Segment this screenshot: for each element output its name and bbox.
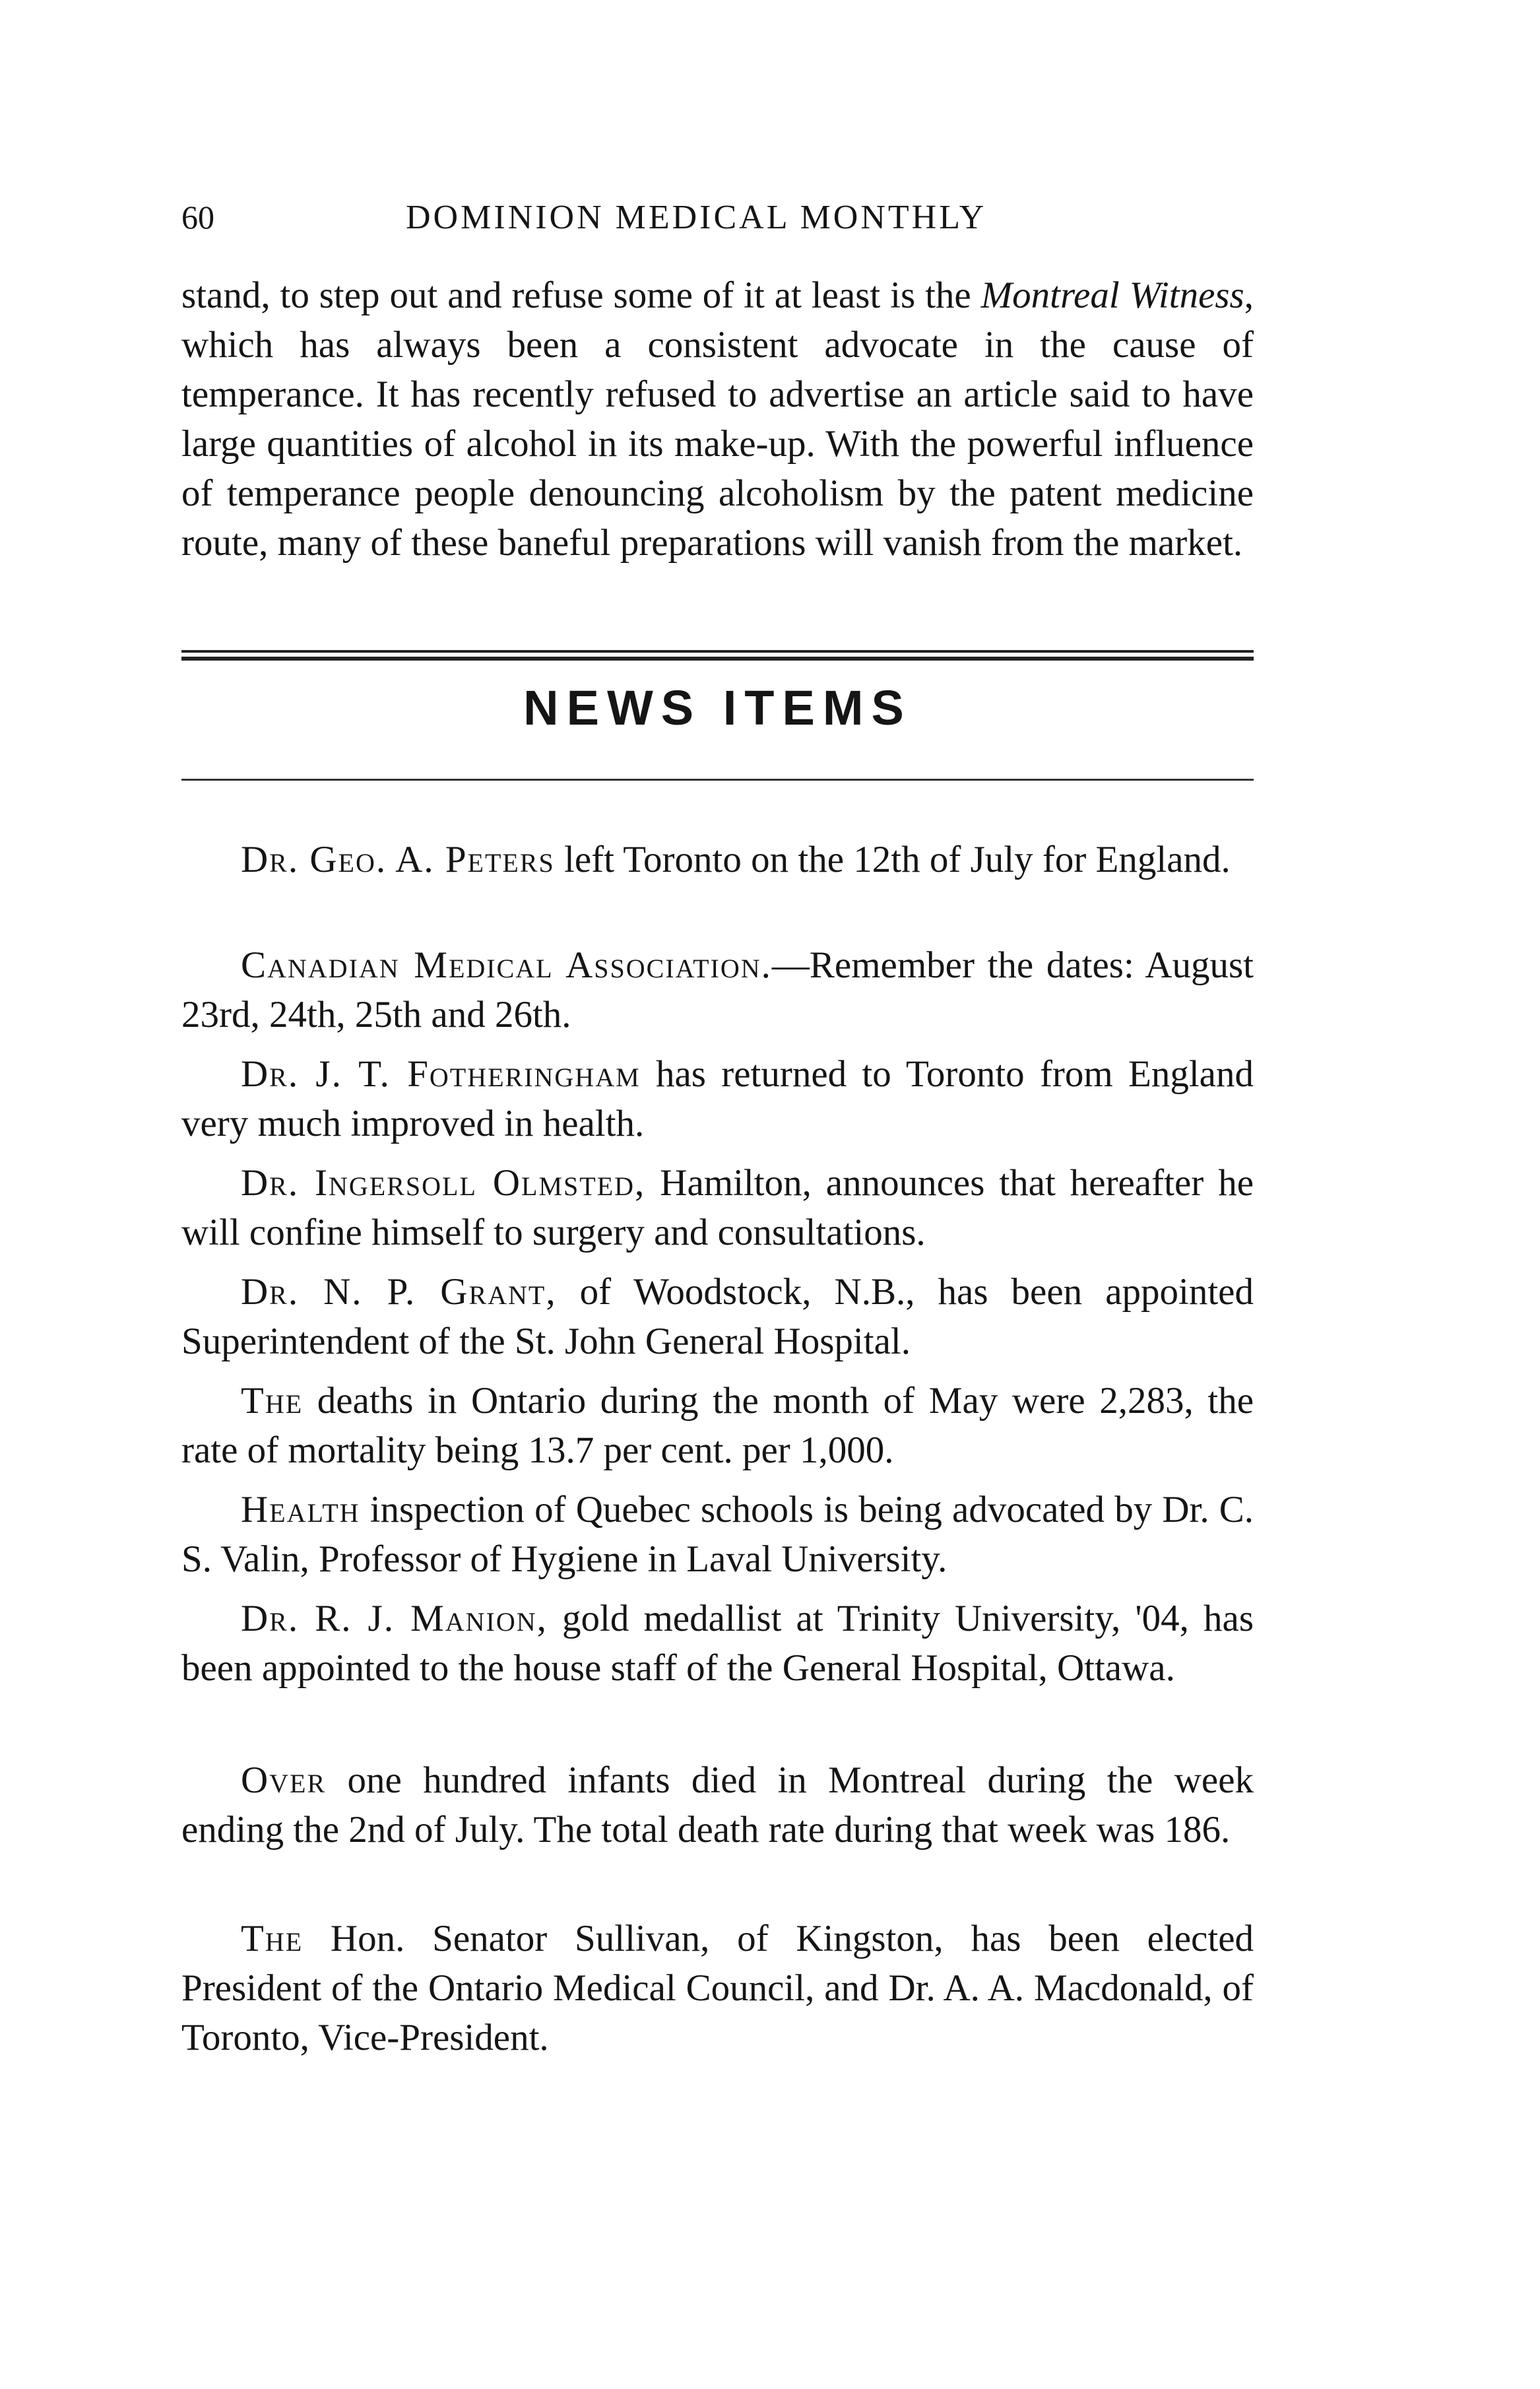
news-item-text: Hamilton, announces that hereafter he will confine himself to surgery and consultations. bbox=[181, 1162, 1254, 1253]
news-item bbox=[181, 1485, 1254, 1584]
news-item-lead: Dr. Ingersoll Olmsted, bbox=[241, 1162, 646, 1204]
running-head bbox=[181, 198, 1254, 251]
news-item-text: deaths in Ontario during the month of May were 2,283, the rate of mortality being 13.7 per cent. per 1,000. bbox=[181, 1380, 1254, 1471]
news-item-text: Hon. Senator Sullivan, of Kingston, has been elected President of the Ontario Medical Council, and Dr. A. A. Macdonald, of Toronto, Vice-President. bbox=[181, 1918, 1254, 2058]
news-item-lead: The bbox=[241, 1918, 304, 1959]
news-item-text: of Woodstock, N.B., has been appointed Superintendent of the St. John General Hospital. bbox=[181, 1271, 1254, 1362]
news-item-lead: Canadian Medical Association. bbox=[241, 944, 772, 986]
news-item bbox=[181, 1376, 1254, 1475]
news-item-lead: The bbox=[241, 1380, 304, 1422]
section-heading: NEWS ITEMS bbox=[523, 680, 912, 735]
news-item-text: has returned to Toronto from England very much improved in health. bbox=[181, 1053, 1254, 1144]
news-item-lead: Dr. Geo. A. Peters bbox=[241, 839, 555, 880]
news-item bbox=[181, 940, 1254, 1039]
news-item bbox=[181, 1049, 1254, 1148]
section-divider-bottom bbox=[181, 779, 1254, 781]
section-divider-top bbox=[181, 650, 1254, 661]
news-item bbox=[181, 1914, 1254, 2062]
news-item-text: gold medallist at Trinity University, '04, has been appointed to the house staff of the General Hospital, Ottawa. bbox=[181, 1598, 1254, 1689]
intro-text-before: stand, to step out and refuse some of it at least is the bbox=[181, 275, 981, 316]
news-item-text: left Toronto on the 12th of July for England. bbox=[554, 839, 1231, 880]
news-item bbox=[181, 1158, 1254, 1257]
news-item-lead: Dr. J. T. Fotheringham bbox=[241, 1053, 641, 1095]
intro-text-after: , which has always been a consistent advocate in the cause of temperance. It has recently refused to advertise an article said to have large quantities of alcohol in its make-up. With the powerful influence of temperance people denouncing alcoholism by the patent medicine route, many of these baneful preparations will vanish from the market. bbox=[181, 275, 1254, 564]
news-item-lead: Health bbox=[241, 1489, 360, 1530]
intro-paragraph bbox=[181, 271, 1254, 568]
news-item bbox=[181, 1594, 1254, 1693]
news-item-lead: Dr. N. P. Grant, bbox=[241, 1271, 557, 1313]
news-item bbox=[181, 835, 1254, 884]
newspaper-title: Montreal Witness bbox=[980, 275, 1244, 316]
news-item-text: one hundred infants died in Montreal during the week ending the 2nd of July. The total death rate during that week was 186. bbox=[181, 1759, 1254, 1850]
news-item-text: —Remember the dates: August 23rd, 24th, 25th and 26th. bbox=[181, 944, 1254, 1035]
news-item bbox=[181, 1267, 1254, 1366]
news-item-lead: Over bbox=[241, 1759, 327, 1801]
journal-title: DOMINION MEDICAL MONTHLY bbox=[406, 199, 987, 236]
news-item bbox=[181, 1755, 1254, 1854]
news-item-lead: Dr. R. J. Manion, bbox=[241, 1598, 548, 1639]
news-item-text: inspection of Quebec schools is being advocated by Dr. C. S. Valin, Professor of Hygiene in Laval University. bbox=[181, 1489, 1254, 1580]
page-number: 60 bbox=[181, 199, 214, 236]
